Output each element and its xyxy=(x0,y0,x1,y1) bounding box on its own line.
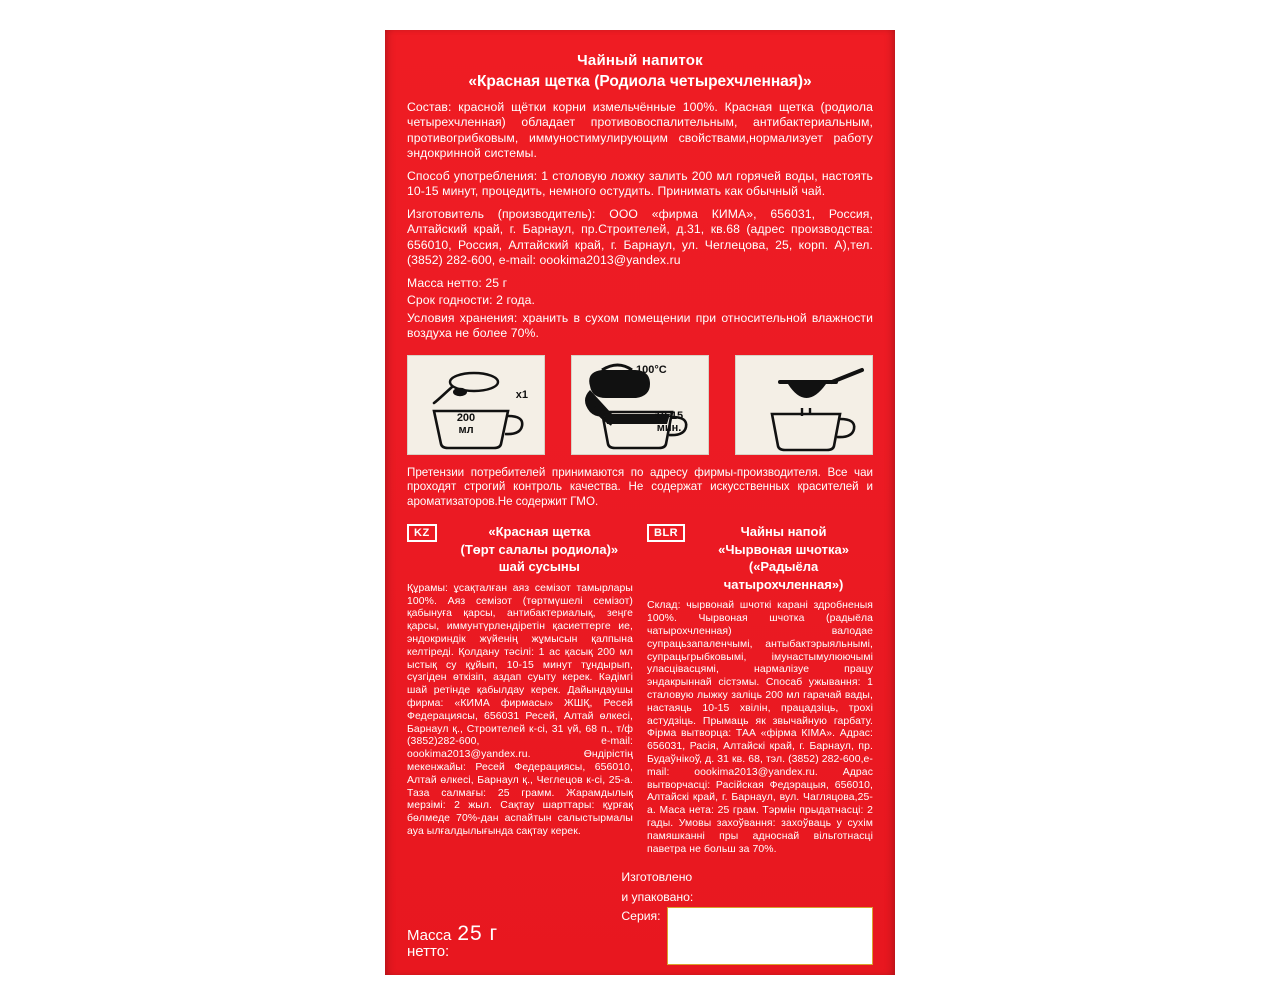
kz-title-line2: (Төрт салалы родиола)» xyxy=(460,541,619,557)
temperature-label: 100°C xyxy=(636,363,667,376)
blr-body xyxy=(647,600,873,856)
series-block xyxy=(621,870,873,965)
kz-title-line3: шай сусыны xyxy=(498,559,580,575)
country-code-kz: KZ xyxy=(407,524,437,542)
blr-title-line3: («Радыёла чатырохчленная») xyxy=(723,559,844,592)
blr-header xyxy=(647,523,873,593)
pictogram-strain xyxy=(735,355,873,455)
tea-package-back-panel xyxy=(385,30,895,975)
series-value-field xyxy=(667,907,873,965)
product-name: «Красная щетка (Родиола четырехчленная)» xyxy=(468,73,812,90)
steep-time-label: 10-15 мин. xyxy=(654,409,684,434)
usage-text: Способ употребления: 1 столовую ложку залить 200 мл горячей воды, настоять 10-15 минут, процедить, немного остудить. Принимать как обычный чай. xyxy=(407,168,873,199)
kz-title-line1: «Красная щетка xyxy=(488,524,591,540)
shelf-life-text: Срок годности: 2 года. xyxy=(407,293,535,308)
mass-value: 25 г xyxy=(457,921,499,945)
net-weight-text: Масса нетто: 25 г xyxy=(407,275,508,290)
claims-text: Претензии потребителей принимаются по адресу фирмы-производителя. Все чаи проходят строгий контроль качества. Не содержат искусственных красителей и ароматизаторов.Не содержит ГМО. xyxy=(407,465,873,508)
spoon-into-cup-icon xyxy=(408,356,544,454)
country-code-blr: BLR xyxy=(647,524,685,542)
mass-word-1: Масса xyxy=(407,926,452,944)
storage-text: Условия хранения: хранить в сухом помещении при относительной влажности воздуха не более 70%. xyxy=(407,310,873,341)
kz-title xyxy=(446,523,633,576)
manufacturer-text: Изготовитель (производитель): ООО «фирма КИМА», 656031, Россия, Алтайский край, г. Барнаул, пр.Строителей, д.31, кв.68 (адрес производства: 656010, Россия, Алтайский край, г. Барнаул, ул. Чеглецова, 25, корп. А),тел. (3852) 282-600, e-mail: oookima2013@yandex.ru xyxy=(407,206,873,268)
kz-header xyxy=(407,523,633,576)
blr-title-line1: Чайны напой xyxy=(740,524,827,540)
made-line-1: Изготовлено xyxy=(621,870,693,885)
spoon-count-label: x1 xyxy=(515,388,528,401)
multilingual-section xyxy=(407,523,873,860)
made-line-2: и упаковано: xyxy=(621,889,694,904)
package-footer xyxy=(407,870,873,965)
kz-body xyxy=(407,583,633,839)
kz-body-text: Құрамы: ұсақталған аяз семізот тамырлары 100%. Аяз семізот (төртмүшелі семізот) қабынуға қарсы, антибактериалық, зеңге қарсы, иммунтүрлендіретін қасиеттерге ие, эндокриндік жүйенің жұмысын қалпына келтіреді. Қолдану тәсілі: 1 ас қасық 200 мл ыстық су құйып, 10-15 минут тұндырып, сүзгіден өткізіп, аздап суыту керек. Кәдімгі шай ретінде қабылдау керек. Дайындаушы фирма: «КИМА фирмасы» ЖШҚ, Ресей Федерациясы, 656031 Ресей, Алтай өлкесі, Барнаул қ., Строителей к-сі, 31 үй, 68 п., т/ф (3852)282-600, e-mail: oookima2013@yandex.ru. Өндірістің мекенжайы: Ресей Федерациясы, 656010, Алтай өлкесі, Барнаул қ., Чеглецов к-сі, 25-а. Таза салмағы: 25 грамм. Жарамдылық мерзімі: 2 жыл. Сақтау шарттары: құрғақ бөлмеде 70%-дан аспайтын салыстырмалы ауа ылғалдылығында сақтау керек. xyxy=(407,582,633,838)
language-block-blr xyxy=(647,523,873,860)
strainer-over-cup-icon xyxy=(736,356,872,454)
mass-word-2: нетто: xyxy=(407,943,450,961)
series-label: Серия: xyxy=(621,908,661,923)
blr-title xyxy=(694,523,873,593)
product-kicker: Чайный напиток xyxy=(577,52,703,69)
net-mass-block xyxy=(407,922,621,965)
pictogram-pour-hot-water xyxy=(571,355,709,455)
volume-label: 200 мл xyxy=(456,411,476,436)
blr-body-text: Склад: чырвонай шчоткі карані здробненыя 100%. Чырвоная шчотка (радыёла чатырохчленная) валодае супрацьзапаленчымі, антыбактэрыяльнымі, супрацьгрыбковымі, імунастымулюючымі уласцівасцямі, нармалізуе працу эндакрыннай сістэмы. Спосаб ужывання: 1 сталовую лыжку заліць 200 мл гарачай вады, настаяць 10-15 хвілін, працадзіць, трохі астудзіць. Прымаць як звычайную гарбату. Фірма вытворца: ТАА «фірма КІМА». Адрас: 656031, Расія, Алтайскі край, г. Барнаул, пр. Будаўнікоў, д. 31 кв. 68, тэл. (3852) 282-600,e-mail: oookima2013@yandex.ru. Адрас вытворчасці: Расійская Федэрацыя, 656010, Алтайскі край, г. Барнаул, вул. Чагляцова,25-а. Маса нета: 25 грам. Тэрмін прыдатнасці: 2 гады. Умовы захоўвання: захоўваць у сухім памяшканні пры аднoснай вільготнасці паветра не больш за 70%. xyxy=(647,600,873,855)
language-block-kz xyxy=(407,523,633,860)
pictogram-spoon-into-cup xyxy=(407,355,545,455)
blr-title-line2: «Чырвоная шчотка» xyxy=(718,541,849,557)
composition-text: Состав: красной щётки корни измельчённые 100%. Красная щетка (родиола четырехчленная) обладает противовоспалительным, антибактериальным, противогрибковым, иммуностимулирующим свойствами,нормализует работу эндокринной системы. xyxy=(407,100,873,161)
preparation-pictograms xyxy=(407,355,873,455)
